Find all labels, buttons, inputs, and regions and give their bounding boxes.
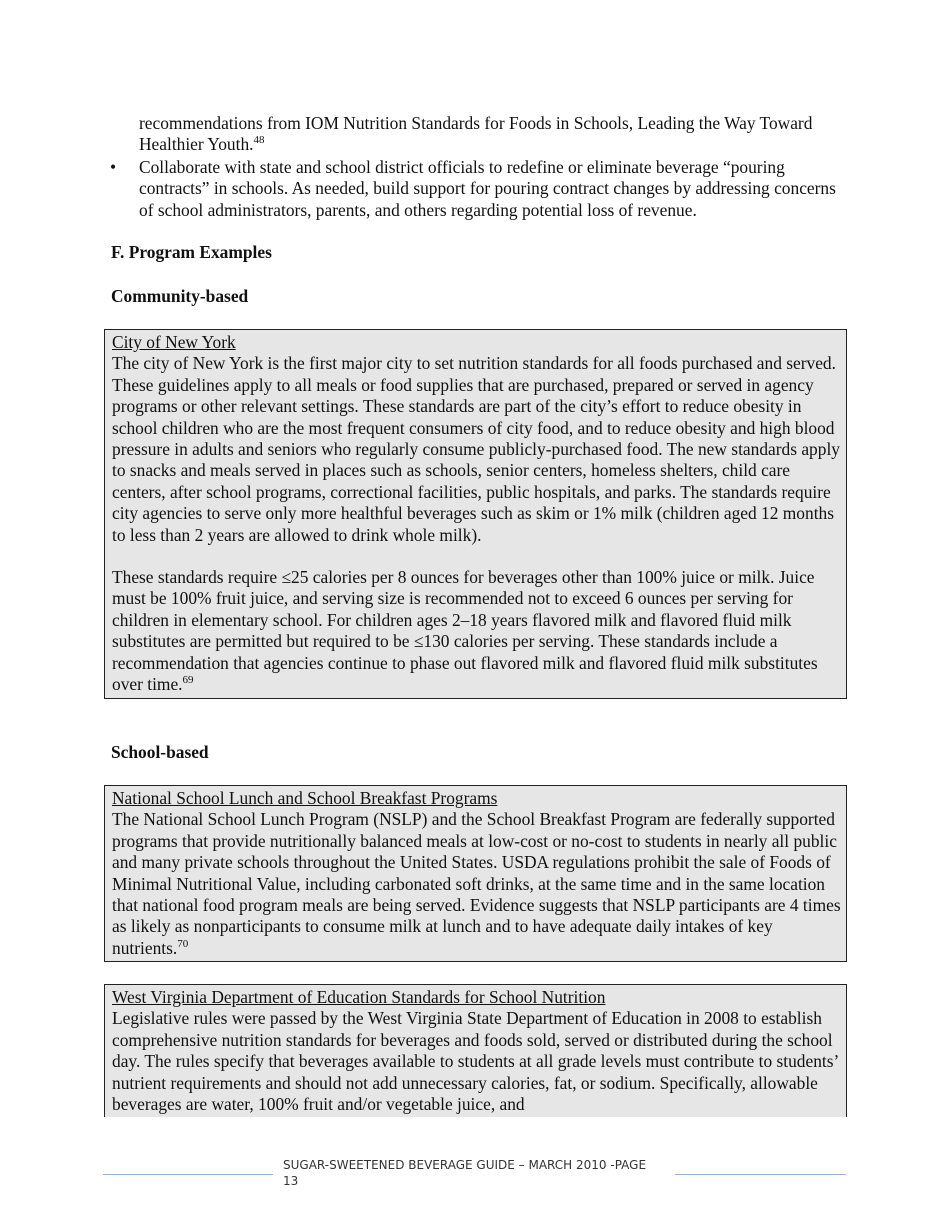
bullet-icon: • (110, 157, 117, 177)
section-heading: F. Program Examples (111, 242, 272, 262)
nyc-paragraph-2-text: These standards require ≤25 calories per 8 ounces for beverages other than 100% juice or milk. Juice must be 100% fruit juice, and serving size is recommended not to exceed 6 ounces per serving for children in elementary school. For children ages 2–18 years flavored milk and flavored fluid milk substitutes are permitted but required to be ≤130 calories per serving. These standards include a recommendation that agencies continue to phase out flavored milk and flavored fluid milk substitutes over time. (112, 567, 818, 695)
footer-rule-left (103, 1174, 273, 1175)
community-heading: Community-based (111, 286, 249, 306)
nyc-paragraph-2 (112, 567, 846, 695)
wv-box (104, 984, 847, 1117)
bullet-item (110, 157, 850, 221)
nslp-reference: 70 (177, 937, 189, 950)
nslp-box (104, 785, 847, 962)
intro-text: recommendations from IOM Nutrition Standards for Foods in Schools, Leading the Way Toward Healthier Youth. (139, 113, 813, 155)
school-heading: School-based (111, 742, 209, 762)
nyc-reference: 69 (182, 674, 194, 687)
wv-title: West Virginia Department of Education Standards for School Nutrition (112, 987, 606, 1007)
intro-reference: 48 (253, 134, 265, 147)
wv-paragraph: Legislative rules were passed by the West Virginia State Department of Education in 2008 to establish comprehensive nutrition standards for beverages and foods sold, served or distributed during the school day. The rules specify that beverages available to students at all grade levels must contribute to students’ nutrient requirements and should not add unnecessary calories, fat, or sodium. Specifically, allowable beverages are water, 100% fruit and/or vegetable juice, and (112, 1008, 838, 1115)
nyc-title: City of New York (112, 332, 236, 352)
nyc-paragraph-1: The city of New York is the first major city to set nutrition standards for all foods purchased and served. These guidelines apply to all meals or food supplies that are purchased, prepared or served in agency programs or other relevant settings. These standards are part of the city’s effort to reduce obesity in school children who are the most frequent consumers of city food, and to reduce obesity and high blood pressure in adults and seniors who regularly consume publicly-purchased food. The new standards apply to snacks and meals served in places such as schools, senior centers, homeless shelters, child care centers, after school programs, correctional facilities, public hospitals, and parks. The standards require city agencies to serve only more healthful beverages such as skim or 1% milk (children aged 12 months to less than 2 years are allowed to drink whole milk). (112, 353, 840, 545)
nyc-box (104, 329, 847, 699)
nslp-paragraph (112, 809, 846, 959)
nslp-title: National School Lunch and School Breakfast Programs (112, 788, 498, 808)
intro-paragraph (139, 113, 839, 156)
footer-rule-right (675, 1174, 846, 1175)
bullet-text: Collaborate with state and school district officials to redefine or eliminate beverage “pouring contracts” in schools. As needed, build support for pouring contract changes by addressing concerns of school administrators, parents, and others regarding potential loss of revenue. (139, 157, 836, 220)
nslp-paragraph-text: The National School Lunch Program (NSLP) and the School Breakfast Program are federally supported programs that provide nutritionally balanced meals at low-cost or no-cost to students in nearly all public and many private schools throughout the United States. USDA regulations prohibit the sale of Foods of Minimal Nutritional Value, including carbonated soft drinks, at the same time and in the same location that national food program meals are being served. Evidence suggests that NSLP participants are 4 times as likely as nonparticipants to consume milk at lunch and to have adequate daily intakes of key nutrients. (112, 809, 841, 958)
page-footer: SUGAR-SWEETENED BEVERAGE GUIDE – MARCH 2010 -PAGE 13 (283, 1158, 647, 1188)
